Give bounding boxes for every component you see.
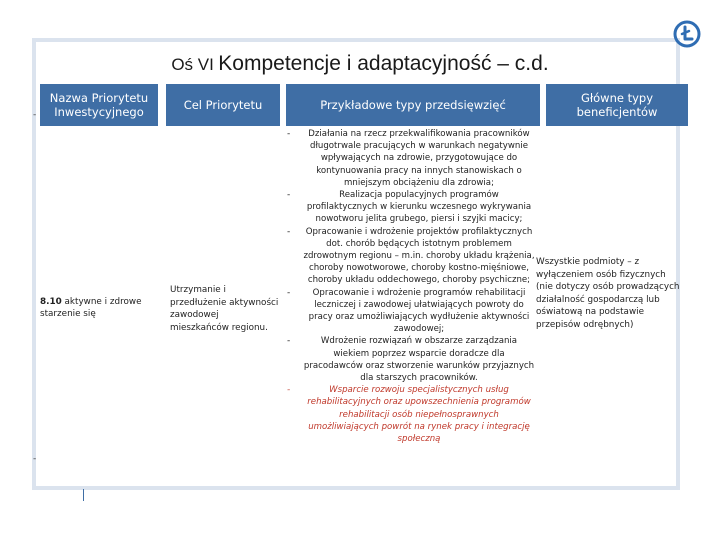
bullet-dash: - — [287, 287, 291, 298]
bullet-dash: - — [287, 336, 291, 347]
priority-name-cell — [40, 296, 158, 320]
bullet-dash: - — [287, 385, 291, 396]
bullet-dash: - — [287, 129, 291, 139]
example-actions-cell — [287, 128, 535, 445]
action-item: - Realizacja populacyjnych programów profilaktycznych w kierunku wczesnego wykrywania nowotworu jelita grubego, piersi i szyjki macicy; — [287, 190, 532, 225]
title-main: Kompetencje i adaptacyjność – c.d. — [218, 52, 549, 75]
beneficiaries-cell: Wszystkie podmioty – z wyłączeniem osób fizycznych (nie dotyczy osób prowadzących działalność gospodarczą lub oświatową na podstawie przepisów odrębnych) — [536, 257, 680, 330]
logo-icon — [672, 19, 702, 49]
action-item: - Wdrożenie rozwiązań w obszarze zarządzania wiekiem poprzez wsparcie doradcze dla pracodawców oraz stworzenie warunków przyjaznych dla starszych pracowników. — [287, 336, 535, 384]
priority-goal-cell: Utrzymanie i przedłużenie aktywności zawodowej mieszkańców regionu. — [170, 285, 279, 333]
priority-number: 8.10 — [40, 297, 62, 307]
margin-marker: - — [33, 454, 37, 464]
margin-marker: - — [33, 110, 37, 120]
header-example-actions: Przykładowe typy przedsięwzięć — [286, 84, 540, 126]
priority-text: aktywne i zdrowe starzenie się — [40, 297, 142, 319]
header-beneficiaries: Główne typy beneficjentów — [546, 84, 688, 126]
slide-title — [60, 52, 660, 76]
action-item: - Działania na rzecz przekwalifikowania pracowników długotrwale pracujących w warunkach negatywnie wpływających na zdrowie, przygotowujące do kontynuowania pracy na innych stanowiskach o mniejszym obciążeniu dla zdrowia; — [287, 129, 530, 188]
cursor-mark — [83, 489, 84, 501]
bullet-dash: - — [287, 226, 291, 237]
action-item: - Opracowanie i wdrożenie projektów profilaktycznych dot. chorób będących istotnym problemem zdrowotnym regionu – m.in. choroby układu krążenia, choroby nowotworowe, choroby kostno-mięśniowe, choroby układu oddechowego, choroby psychiczne; — [287, 226, 535, 286]
action-item: - Opracowanie i wdrożenie programów rehabilitacji leczniczej i zawodowej ułatwiających powroty do pracy oraz umożliwiających wydłużenie aktywności zawodowej; — [287, 287, 530, 335]
bullet-dash: - — [287, 190, 291, 201]
header-priority-goal: Cel Priorytetu — [166, 84, 280, 126]
action-item-highlight: - Wsparcie rozwoju specjalistycznych usług rehabilitacyjnych oraz upowszechnienia programów rehabilitacji osób niepełnosprawnych umożliwiających powrót na rynek pracy i integrację społeczną — [287, 385, 531, 445]
title-prefix: Oś VI — [171, 55, 214, 74]
header-priority-name: Nazwa Priorytetu Inwestycyjnego — [40, 84, 158, 126]
